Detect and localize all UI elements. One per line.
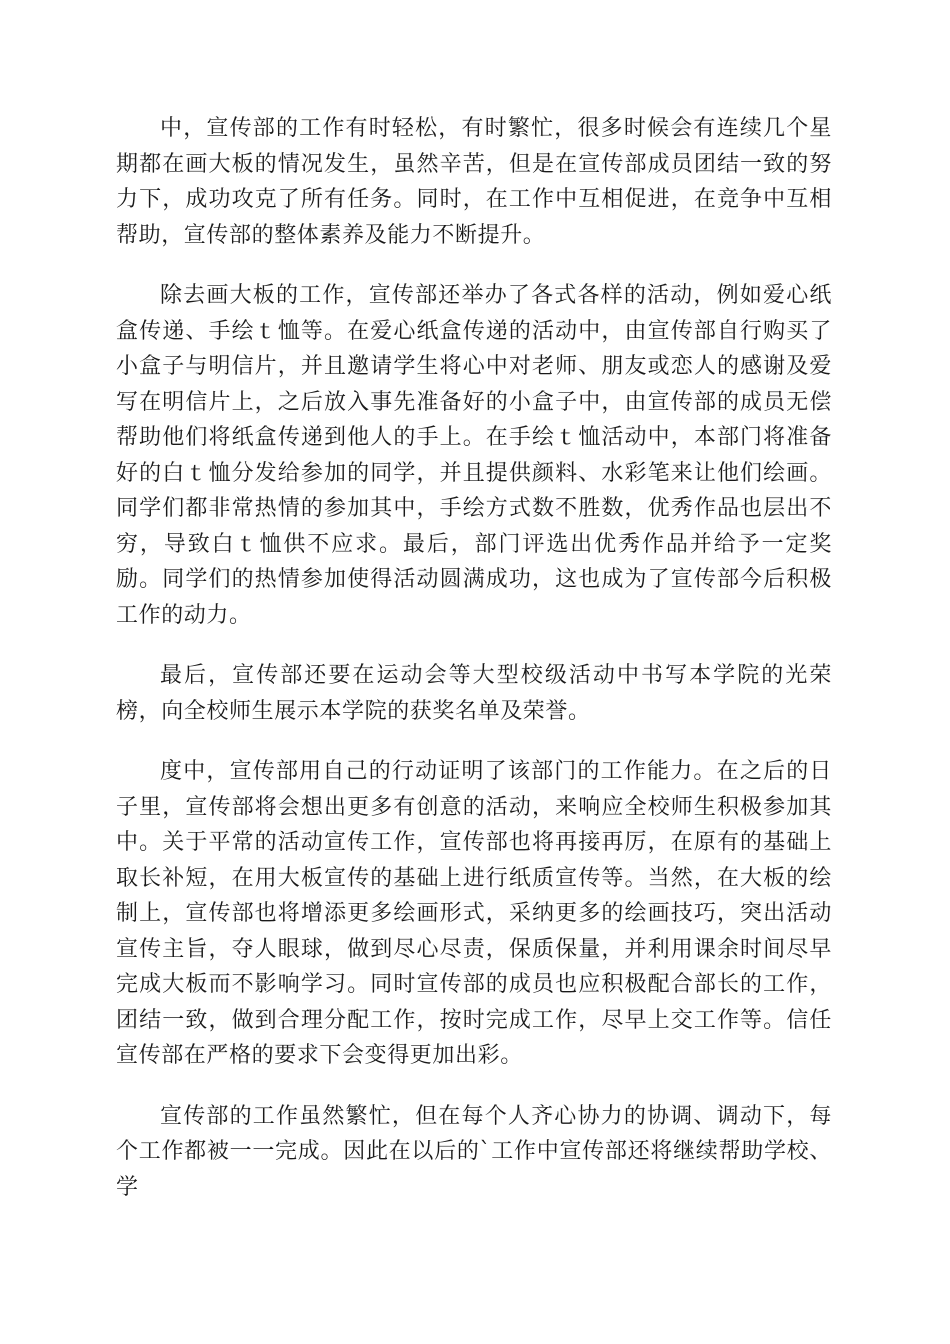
document-body <box>116 111 832 1230</box>
paragraph-3: 最后，宣传部还要在运动会等大型校级活动中书写本学院的光荣榜，向全校师生展示本学院的获奖名单及荣誉。 <box>116 663 832 724</box>
paragraph-5: 宣传部的工作虽然繁忙，但在每个人齐心协力的协调、调动下，每个工作都被一一完成。因此在以后的`工作中宣传部还将继续帮助学校、学 <box>116 1103 832 1200</box>
paragraph-2: 除去画大板的工作，宣传部还举办了各式各样的活动，例如爱心纸盒传递、手绘ｔ恤等。在爱心纸盒传递的活动中，由宣传部自行购买了小盒子与明信片，并且邀请学生将心中对老师、朋友或恋人的感谢及爱写在明信片上，之后放入事先准备好的小盒子中，由宣传部的成员无偿帮助他们将纸盒传递到他人的手上。在手绘ｔ恤活动中，本部门将准备好的白ｔ恤分发给参加的同学，并且提供颜料、水彩笔来让他们绘画。同学们都非常热情的参加其中，手绘方式数不胜数，优秀作品也层出不穷，导致白ｔ恤供不应求。最后，部门评选出优秀作品并给予一定奖励。同学们的热情参加使得活动圆满成功，这也成为了宣传部今后积极工作的动力。 <box>116 283 832 628</box>
paragraph-1: 中，宣传部的工作有时轻松，有时繁忙，很多时候会有连续几个星期都在画大板的情况发生，虽然辛苦，但是在宣传部成员团结一致的努力下，成功攻克了所有任务。同时，在工作中互相促进，在竞争中互相帮助，宣传部的整体素养及能力不断提升。 <box>116 116 832 248</box>
paragraph-4: 度中，宣传部用自己的行动证明了该部门的工作能力。在之后的日子里，宣传部将会想出更多有创意的活动，来响应全校师生积极参加其中。关于平常的活动宣传工作，宣传部也将再接再厉，在原有的基础上取长补短，在用大板宣传的基础上进行纸质宣传等。当然，在大板的绘制上，宣传部也将增添更多绘画形式，采纳更多的绘画技巧，突出活动宣传主旨，夺人眼球，做到尽心尽责，保质保量，并利用课余时间尽早完成大板而不影响学习。同时宣传部的成员也应积极配合部长的工作，团结一致，做到合理分配工作，按时完成工作，尽早上交工作等。信任宣传部在严格的要求下会变得更加出彩。 <box>116 759 832 1068</box>
